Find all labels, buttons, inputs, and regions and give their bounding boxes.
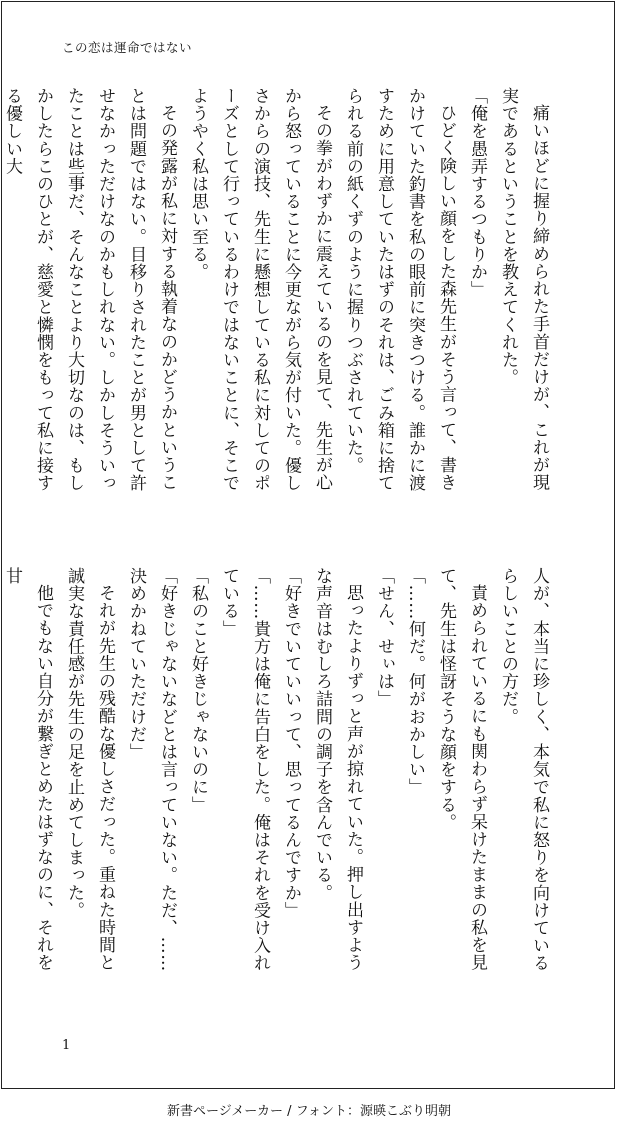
running-title: この恋は運命ではない bbox=[62, 40, 193, 55]
paragraph: それが先生の残酷な優しさだった。重ねた時間と誠実な責任感が先生の足を止めてしまった。 bbox=[64, 567, 115, 972]
paragraph: 人が、本当に珍しく、本気で私に怒りを向けているらしいことの方だ。 bbox=[498, 567, 549, 972]
paragraph: ひどく険しい顔をした森先生がそう言って、書きかけていた釣書を私の眼前に突きつける。誰かに渡すために用意していたはずのそれは、ごみ箱に捨てられる前の紙くずのように握りつぶされていた。 bbox=[343, 87, 456, 492]
paragraph: 「好きじゃないなどとは言っていない。ただ、……決めかねていただけだ」 bbox=[126, 567, 177, 972]
page-number: 1 bbox=[62, 1038, 71, 1053]
paragraph: その発露が私に対する執着なのかどうかということは問題ではない。目移りされたことが男として許せなかっただけなのかもしれない。しかしそういったことは些事だ、そんなことより大切なのは、もしかしたらこのひとが、慈愛と憐憫をもって私に接する優しい大 bbox=[2, 87, 177, 492]
paragraph: 「……貴方は俺に告白をした。俺はそれを受け入れている」 bbox=[219, 567, 270, 972]
paragraph: 「……何だ。何がおかしい」 bbox=[405, 567, 425, 796]
paragraph: 痛いほどに握り締められた手首だけが、これが現実であるということを教えてくれた。 bbox=[498, 87, 549, 492]
paragraph: その拳がわずかに震えているのを見て、先生が心から怒っていることに今更ながら気が付いた。優しさからの演技、先生に懸想している私に対してのポーズとして行っているわけではないことに、そこでようやく私は思い至る。 bbox=[188, 87, 332, 492]
paragraph: 「好きでいていいって、思ってるんですか」 bbox=[281, 567, 301, 919]
paragraph: 「私のこと好きじゃないのに」 bbox=[188, 567, 208, 814]
text-tier-bottom bbox=[2, 567, 554, 987]
paragraph: 「せん、せぃは」 bbox=[374, 567, 394, 708]
paragraph: 思ったよりずっと声が掠れていた。押し出すような声音はむしろ詰問の調子を含んでいる。 bbox=[312, 567, 363, 972]
paragraph: 責められているにも関わらず呆けたままの私を見て、先生は怪訝そうな顔をする。 bbox=[436, 567, 487, 972]
text-tier-top bbox=[2, 87, 554, 507]
paragraph: 他でもない自分が繋ぎとめたはずなのに、それを甘 bbox=[2, 567, 53, 972]
footer-credit: 新書ページメーカー / フォント：源暎こぶり明朝 bbox=[166, 1104, 452, 1119]
novel-page bbox=[1, 1, 615, 1089]
paragraph: 「俺を愚弄するつもりか」 bbox=[467, 87, 487, 299]
